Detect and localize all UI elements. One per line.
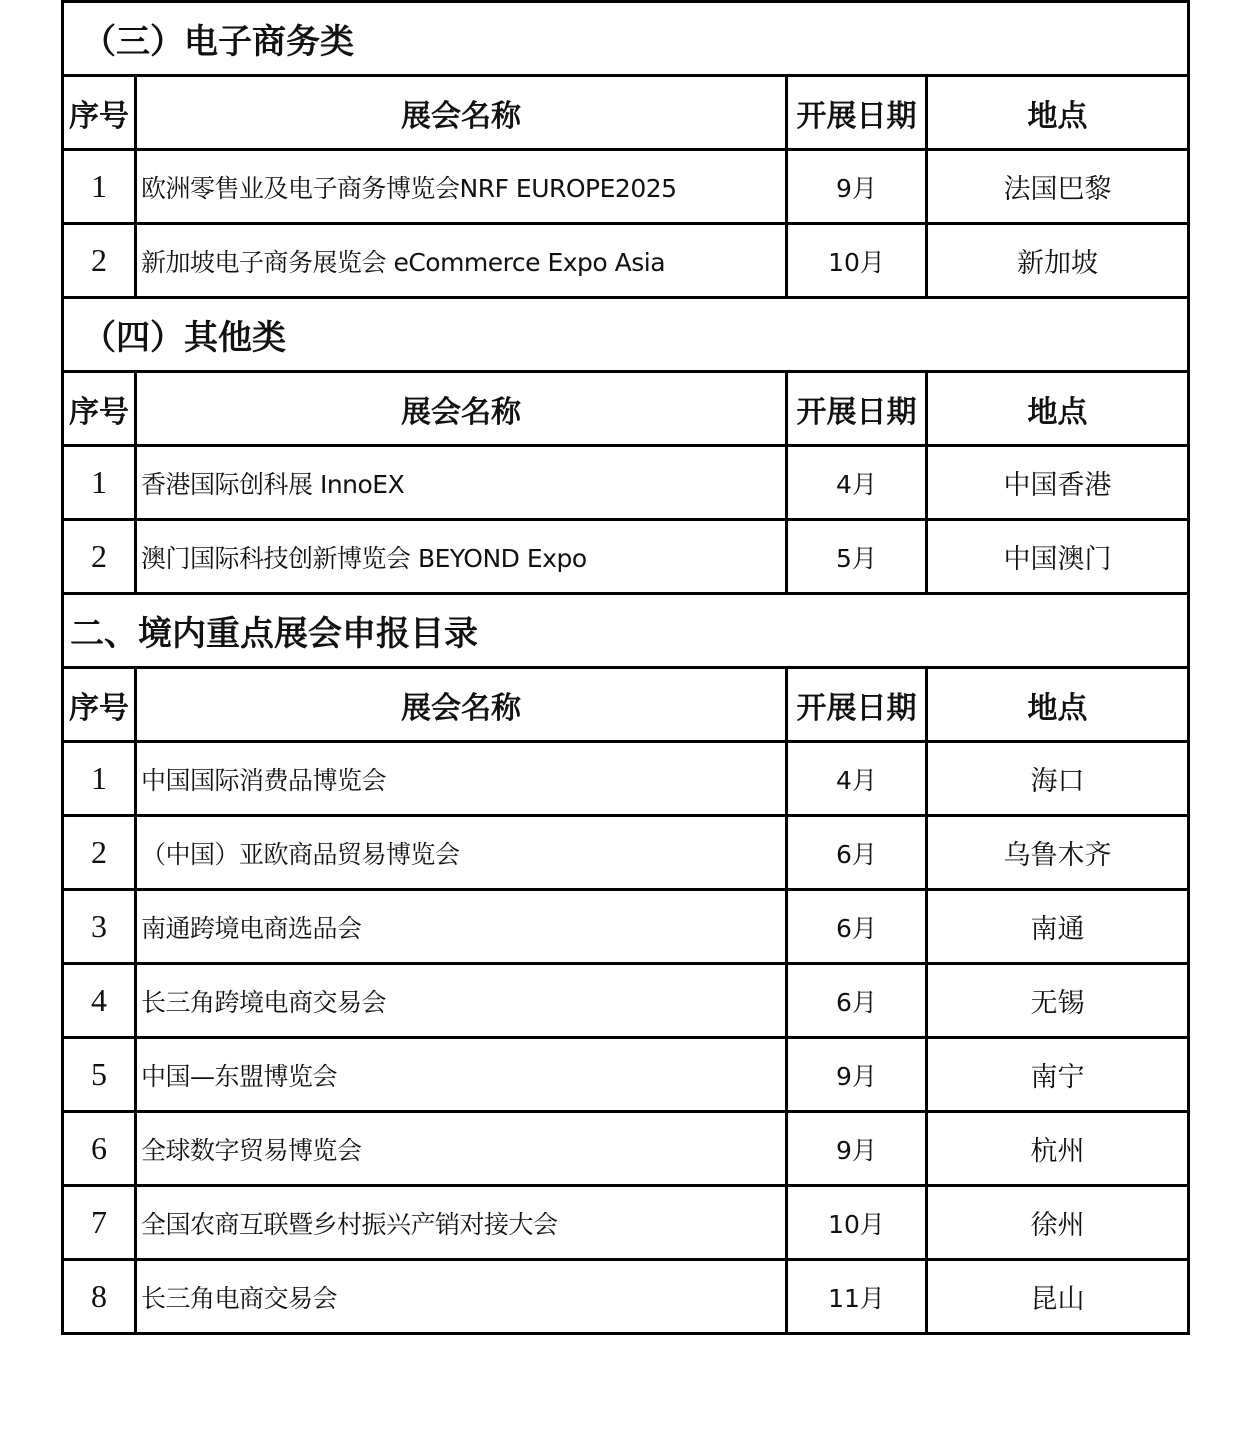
table-row: [63, 150, 1189, 224]
row-date: 4月: [787, 446, 927, 520]
row-name: 全国农商互联暨乡村振兴产销对接大会: [136, 1186, 787, 1260]
row-location: 中国澳门: [927, 520, 1189, 594]
row-no: 5: [63, 1038, 136, 1112]
header-date: 开展日期: [787, 668, 927, 742]
row-date: 4月: [787, 742, 927, 816]
row-no: 6: [63, 1112, 136, 1186]
row-name: 南通跨境电商选品会: [136, 890, 787, 964]
row-date: 9月: [787, 1038, 927, 1112]
header-location: 地点: [927, 668, 1189, 742]
row-location: 海口: [927, 742, 1189, 816]
row-location: 杭州: [927, 1112, 1189, 1186]
row-name: 全球数字贸易博览会: [136, 1112, 787, 1186]
row-no: 1: [63, 150, 136, 224]
row-date: 6月: [787, 890, 927, 964]
section-title: （四）其他类: [63, 298, 1189, 372]
row-no: 3: [63, 890, 136, 964]
row-date: 9月: [787, 150, 927, 224]
row-no: 8: [63, 1260, 136, 1334]
header-location: 地点: [927, 372, 1189, 446]
table-row: [63, 964, 1189, 1038]
table-row: [63, 1112, 1189, 1186]
row-no: 2: [63, 224, 136, 298]
row-no: 7: [63, 1186, 136, 1260]
row-name: （中国）亚欧商品贸易博览会: [136, 816, 787, 890]
row-location: 南宁: [927, 1038, 1189, 1112]
row-name: 长三角跨境电商交易会: [136, 964, 787, 1038]
header-date: 开展日期: [787, 76, 927, 150]
table-row: [63, 520, 1189, 594]
row-no: 1: [63, 446, 136, 520]
row-date: 6月: [787, 964, 927, 1038]
table-row: [63, 1186, 1189, 1260]
header-row: [63, 372, 1189, 446]
row-no: 2: [63, 816, 136, 890]
table-row: [63, 224, 1189, 298]
row-date: 10月: [787, 224, 927, 298]
row-location: 徐州: [927, 1186, 1189, 1260]
row-location: 无锡: [927, 964, 1189, 1038]
header-location: 地点: [927, 76, 1189, 150]
row-date: 9月: [787, 1112, 927, 1186]
row-date: 11月: [787, 1260, 927, 1334]
table-row: [63, 816, 1189, 890]
table-row: [63, 742, 1189, 816]
section-title-row: [63, 2, 1189, 76]
row-name: 长三角电商交易会: [136, 1260, 787, 1334]
header-name: 展会名称: [136, 668, 787, 742]
row-no: 4: [63, 964, 136, 1038]
row-location: 南通: [927, 890, 1189, 964]
exhibition-table: [61, 0, 1190, 1335]
row-location: 新加坡: [927, 224, 1189, 298]
header-no: 序号: [63, 76, 136, 150]
row-name: 中国—东盟博览会: [136, 1038, 787, 1112]
row-name: 欧洲零售业及电子商务博览会NRF EUROPE2025: [136, 150, 787, 224]
header-no: 序号: [63, 668, 136, 742]
row-date: 5月: [787, 520, 927, 594]
section-title: 二、境内重点展会申报目录: [63, 594, 1189, 668]
section-title-row: [63, 298, 1189, 372]
row-no: 2: [63, 520, 136, 594]
row-name: 中国国际消费品博览会: [136, 742, 787, 816]
section-title-row: [63, 594, 1189, 668]
header-name: 展会名称: [136, 372, 787, 446]
row-date: 10月: [787, 1186, 927, 1260]
table-row: [63, 446, 1189, 520]
header-date: 开展日期: [787, 372, 927, 446]
section-title: （三）电子商务类: [63, 2, 1189, 76]
header-row: [63, 76, 1189, 150]
row-name: 香港国际创科展 InnoEX: [136, 446, 787, 520]
row-location: 法国巴黎: [927, 150, 1189, 224]
row-name: 新加坡电子商务展览会 eCommerce Expo Asia: [136, 224, 787, 298]
row-no: 1: [63, 742, 136, 816]
table-row: [63, 890, 1189, 964]
row-location: 中国香港: [927, 446, 1189, 520]
table-row: [63, 1260, 1189, 1334]
header-row: [63, 668, 1189, 742]
row-date: 6月: [787, 816, 927, 890]
table-row: [63, 1038, 1189, 1112]
header-no: 序号: [63, 372, 136, 446]
table-body: [63, 2, 1189, 1334]
row-name: 澳门国际科技创新博览会 BEYOND Expo: [136, 520, 787, 594]
row-location: 乌鲁木齐: [927, 816, 1189, 890]
header-name: 展会名称: [136, 76, 787, 150]
row-location: 昆山: [927, 1260, 1189, 1334]
